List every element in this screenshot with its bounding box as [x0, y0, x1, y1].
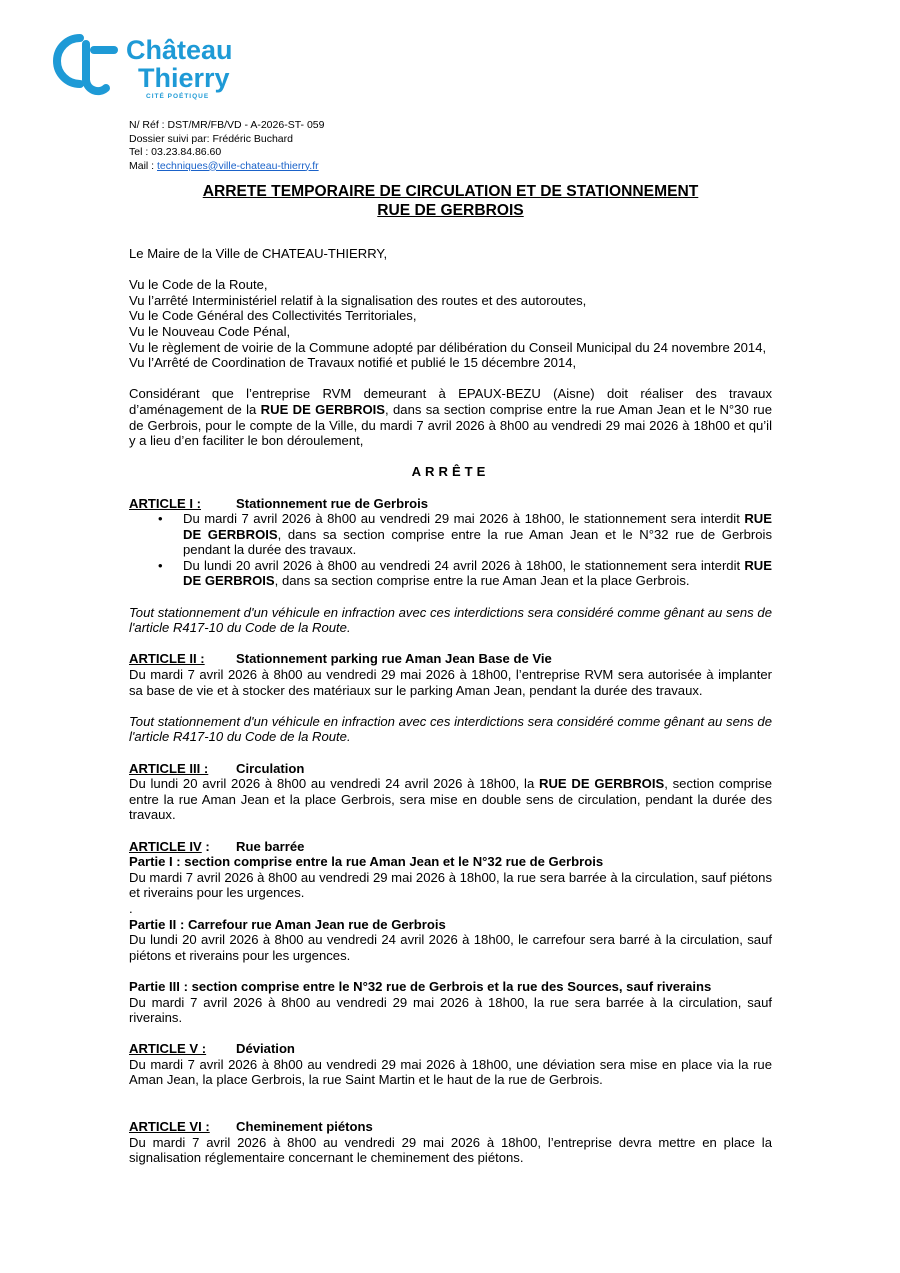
reference-block [129, 119, 324, 173]
arrete-heading: ARRÊTE [411, 464, 490, 480]
vu-line-6: Vu l’Arrêté de Coordination de Travaux notifié et publié le 15 décembre 2014, [129, 355, 577, 371]
article-4-part-2-body: Du lundi 20 avril 2026 à 8h00 au vendredi 24 avril 2026 à 18h00, le carrefour sera barré à la circulation, sauf piétons et riverains pour les urgences. [129, 932, 772, 963]
title-line1: ARRETE TEMPORAIRE DE CIRCULATION ET DE STATIONNEMENT [202, 183, 699, 200]
article-4-part-1-body: Du mardi 7 avril 2026 à 8h00 au vendredi 29 mai 2026 à 18h00, la rue sera barrée à la circulation, sauf piétons et riverains pour les urgences. [129, 869, 772, 901]
telephone: Tel : 03.23.84.86.60 [129, 146, 222, 158]
city-logo [50, 32, 260, 102]
article-6-heading: ARTICLE VI : Cheminement piétons [129, 1119, 373, 1135]
article-3-heading: ARTICLE III : Circulation [129, 760, 305, 776]
list-item: • Du lundi 20 avril 2026 à 8h00 au vendredi 24 avril 2026 à 18h00, le stationnement sera interdit RUE DE GERBROIS, dans sa section comprise entre la rue Aman Jean et la place Gerbrois. [183, 558, 772, 589]
article-4-part-1-title: Partie I : section comprise entre la rue Aman Jean et le N°32 rue de Gerbrois [129, 854, 604, 870]
list-item: • Du mardi 7 avril 2026 à 8h00 au vendredi 29 mai 2026 à 18h00, le stationnement sera interdit RUE DE GERBROIS, dans sa section comprise entre la rue Aman Jean et le N°32 rue de Gerbrois pendant la durée des travaux. [183, 511, 772, 558]
vu-line-1: Vu le Code de la Route, [129, 277, 268, 293]
article-4-part-2-title: Partie II : Carrefour rue Aman Jean rue de Gerbrois [129, 916, 446, 932]
article-2-body: Du mardi 7 avril 2026 à 8h00 au vendredi 29 mai 2026 à 18h00, l’entreprise RVM sera autorisée à implanter sa base de vie et à stocker des matériaux sur le parking Aman Jean, pendant la durée des travaux. [129, 667, 772, 698]
mail-line [129, 160, 324, 174]
article-5-heading: ARTICLE V : Déviation [129, 1041, 295, 1057]
article-4-heading: ARTICLE IV : Rue barrée [129, 838, 305, 854]
article-1-note: Tout stationnement d'un véhicule en infraction avec ces interdictions sera considéré comme gênant au sens de l'article R417-10 du Code de la Route. [129, 604, 772, 636]
considerant-paragraph: Considérant que l’entreprise RVM demeurant à EPAUX-BEZU (Aisne) doit réaliser des travaux d’aménagement de la RUE DE GERBROIS, dans sa section comprise entre la rue Aman Jean et le N°30 rue de Gerbrois, pour le compte de la Ville, du mardi 7 avril 2026 à 8h00 au vendredi 29 mai 2026 à 18h00 et qu’il y a lieu d’en faciliter le bon déroulement, [129, 386, 772, 449]
article-2-note: Tout stationnement d'un véhicule en infraction avec ces interdictions sera considéré comme gênant au sens de l'article R417-10 du Code de la Route. [129, 713, 772, 745]
title-line2: RUE DE GERBROIS [377, 201, 524, 219]
mail-link[interactable]: techniques@ville-chateau-thierry.fr [157, 159, 319, 172]
article-3-body: Du lundi 20 avril 2026 à 8h00 au vendredi 24 avril 2026 à 18h00, la RUE DE GERBROIS, section comprise entre la rue Aman Jean et la place Gerbrois, sera mise en double sens de circulation, pendant la durée des travaux. [129, 776, 772, 823]
article-5-body: Du mardi 7 avril 2026 à 8h00 au vendredi 29 mai 2026 à 18h00, une déviation sera mise en place via la rue Aman Jean, la place Gerbrois, la rue Saint Martin et le haut de la rue de Gerbrois. [129, 1056, 772, 1088]
article-4-part-3-title: Partie III : section comprise entre le N°32 rue de Gerbrois et la rue des Sources, sauf riverains [129, 978, 712, 994]
article-1-heading: ARTICLE I : Stationnement rue de Gerbrois [129, 495, 429, 511]
article-6-body: Du mardi 7 avril 2026 à 8h00 au vendredi 29 mai 2026 à 18h00, l’entreprise devra mettre en place la signalisation réglementaire concernant le cheminement des piétons. [129, 1134, 772, 1166]
vu-line-2: Vu l’arrêté Interministériel relatif à la signalisation des routes et des autoroutes, [129, 292, 587, 308]
logo-name-line1: Château [126, 35, 233, 65]
reference-number: N/ Réf : DST/MR/FB/VD - A-2026-ST- 059 [129, 119, 325, 131]
logo-tagline: CITÉ POÉTIQUE [146, 93, 210, 100]
vu-line-3: Vu le Code Général des Collectivités Territoriales, [129, 308, 417, 324]
article-4-part-3-body: Du mardi 7 avril 2026 à 8h00 au vendredi 29 mai 2026 à 18h00, la rue sera barrée à la circulation, sauf riverains. [129, 994, 772, 1026]
mail-label: Mail : [129, 159, 158, 172]
article-2-heading: ARTICLE II : Stationnement parking rue Aman Jean Base de Vie [129, 651, 552, 667]
vu-line-4: Vu le Nouveau Code Pénal, [129, 323, 291, 339]
followed-by: Dossier suivi par: Frédéric Buchard [129, 132, 293, 145]
mayor-line: Le Maire de la Ville de CHATEAU-THIERRY, [129, 246, 388, 261]
chateau-thierry-logo-icon [50, 32, 260, 102]
article-4-dot: . [129, 900, 133, 916]
document-body [129, 183, 772, 1166]
article-1-list [129, 511, 772, 589]
vu-line-5: Vu le règlement de voirie de la Commune adopté par délibération du Conseil Municipal du 24 novembre 2014, [129, 339, 767, 355]
logo-name-line2: Thierry [138, 63, 230, 93]
